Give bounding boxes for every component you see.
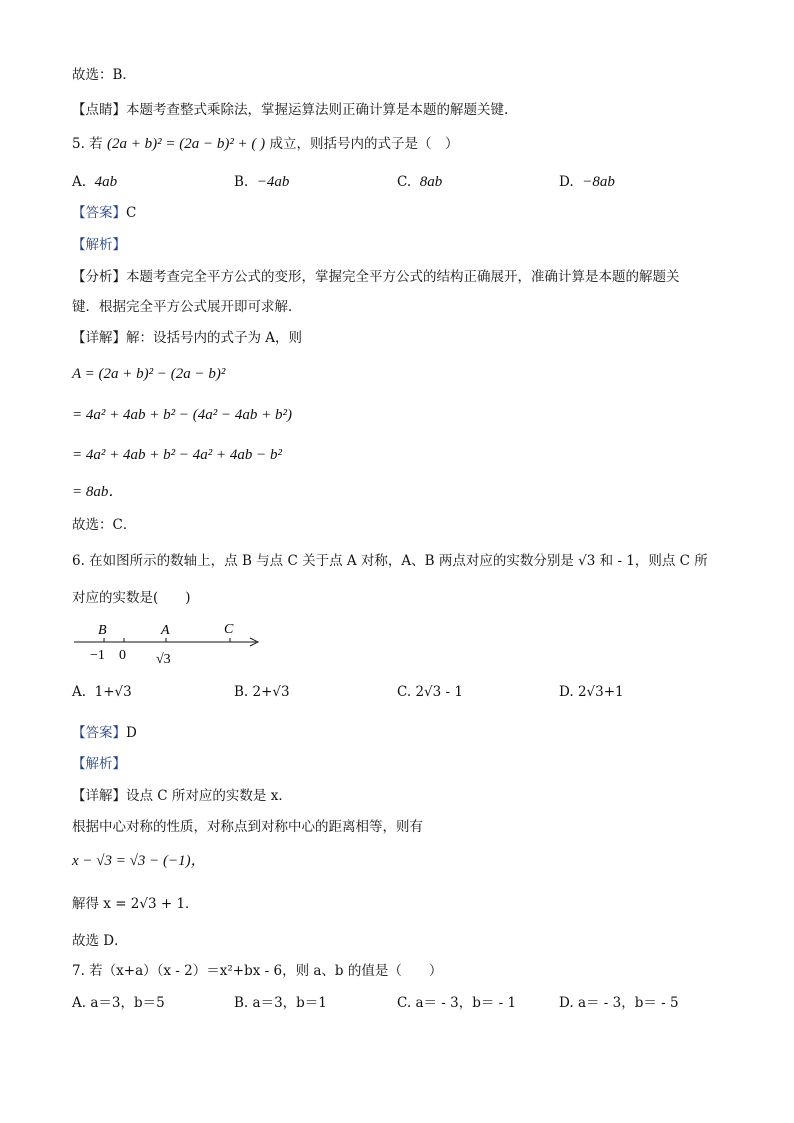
solution-step-4: = 8ab． <box>72 484 124 500</box>
label-sqrt3: √3 <box>156 652 171 667</box>
xiangjie-6-line2: 根据中心对称的性质，对称点到对称中心的距离相等，则有 <box>72 819 423 835</box>
option-value: a＝3，b＝5 <box>90 995 165 1011</box>
option-value: −8ab <box>582 174 615 190</box>
question-5-number: 5. 若 <box>72 136 103 152</box>
label-neg1: −1 <box>90 648 105 663</box>
option-value: 1+√3 <box>94 684 132 700</box>
xiangjie-text: 解：设括号内的式子为 A，则 <box>126 330 303 346</box>
xiangjie-6-solve: 解得 x = 2√3 + 1． <box>72 896 199 912</box>
solution-step-1: A = (2a + b)² − (2a − b)² <box>72 366 226 382</box>
q7-option-d[interactable] <box>559 994 679 1012</box>
option-letter: D. <box>559 684 574 700</box>
option-letter: D. <box>559 174 574 190</box>
xiangjie-6-equation: x − √3 = √3 − (−1)， <box>72 853 206 869</box>
q5-option-a[interactable] <box>72 173 117 191</box>
question-5-equation: (2a + b)² = (2a − b)² + ( ) <box>106 136 266 152</box>
option-value: a＝ - 3，b＝ - 1 <box>415 995 517 1011</box>
label-b: B <box>98 623 107 638</box>
q6-option-a[interactable] <box>72 683 132 701</box>
question-6-line1: 6. 在如图所示的数轴上，点 B 与点 C 关于点 A 对称，A、B 两点对应的实数分别是 √3 和 - 1，则点 C 所 <box>72 553 708 569</box>
option-letter: A. <box>72 995 87 1011</box>
option-letter: B. <box>234 995 249 1011</box>
answer-6 <box>72 724 137 742</box>
q7-option-a[interactable] <box>72 994 165 1012</box>
conclusion-b: 故选：B． <box>72 67 136 83</box>
dianjing-tag: 【点睛】 <box>72 102 126 118</box>
fenxi-5-line2: 键．根据完全平方公式展开即可求解． <box>72 299 302 315</box>
jiexi-tag: 【解析】 <box>72 756 126 772</box>
option-value: 8ab <box>419 174 443 190</box>
question-6-line2: 对应的实数是( ) <box>72 590 191 606</box>
fenxi-tag: 【分析】 <box>72 269 126 285</box>
q6-option-c[interactable] <box>397 683 463 701</box>
number-line-figure <box>72 616 272 672</box>
question-5-stem <box>72 135 458 153</box>
fenxi-text: 本题考查完全平方公式的变形，掌握完全平方公式的结构正确展开，准确计算是本题的解题关 <box>126 269 680 285</box>
q5-option-d[interactable] <box>559 173 615 191</box>
option-letter: A. <box>72 174 87 190</box>
label-c: C <box>224 622 234 637</box>
xiangjie-tag: 【详解】 <box>72 330 126 346</box>
option-value: 2√3+1 <box>577 684 624 700</box>
answer-value: D <box>126 725 137 741</box>
option-value: a＝3，b＝1 <box>252 995 327 1011</box>
xiangjie-text: 设点 C 所对应的实数是 x． <box>126 788 292 804</box>
answer-value: C <box>126 205 137 221</box>
q5-option-b[interactable] <box>234 173 289 191</box>
q6-option-d[interactable] <box>559 683 624 701</box>
xiangjie-5-line <box>72 329 302 347</box>
answer-5 <box>72 204 136 222</box>
option-value: −4ab <box>256 174 290 190</box>
option-letter: C. <box>397 684 412 700</box>
option-letter: C. <box>397 174 412 190</box>
solution-step-3: = 4a² + 4ab + b² − 4a² + 4ab − b² <box>72 447 282 463</box>
option-letter: B. <box>234 684 249 700</box>
answer-tag: 【答案】 <box>72 205 126 221</box>
q7-option-c[interactable] <box>397 994 516 1012</box>
label-zero: 0 <box>119 648 126 663</box>
q7-option-b[interactable] <box>234 994 327 1012</box>
option-value: a＝ - 3，b＝ - 5 <box>577 995 679 1011</box>
option-value: 2√3 - 1 <box>415 684 463 700</box>
xiangjie-tag: 【详解】 <box>72 788 126 804</box>
q5-option-c[interactable] <box>397 173 442 191</box>
option-value: 4ab <box>94 174 118 190</box>
option-letter: A. <box>72 684 87 700</box>
label-a: A <box>161 623 170 638</box>
conclusion-d: 故选 D． <box>72 933 128 949</box>
jiexi-tag: 【解析】 <box>72 237 126 253</box>
dianjing-text: 本题考查整式乘除法，掌握运算法则正确计算是本题的解题关键. <box>126 102 509 118</box>
answer-tag: 【答案】 <box>72 725 126 741</box>
option-letter: B. <box>234 174 249 190</box>
option-value: 2+√3 <box>252 684 290 700</box>
analysis-5-tag <box>72 236 126 254</box>
option-letter: C. <box>397 995 412 1011</box>
dianjing-line <box>72 101 508 119</box>
question-7-stem: 7. 若（x+a）（x - 2）＝x²+bx - 6，则 a、b 的值是（ ） <box>72 963 443 979</box>
analysis-6-tag <box>72 755 126 773</box>
xiangjie-6-line <box>72 787 292 805</box>
question-5-tail: 成立，则括号内的式子是（ ） <box>269 136 459 152</box>
option-letter: D. <box>559 995 574 1011</box>
conclusion-c: 故选：C． <box>72 517 137 533</box>
solution-step-2: = 4a² + 4ab + b² − (4a² − 4ab + b²) <box>72 407 292 423</box>
q6-option-b[interactable] <box>234 683 290 701</box>
fenxi-5-line1 <box>72 268 680 286</box>
